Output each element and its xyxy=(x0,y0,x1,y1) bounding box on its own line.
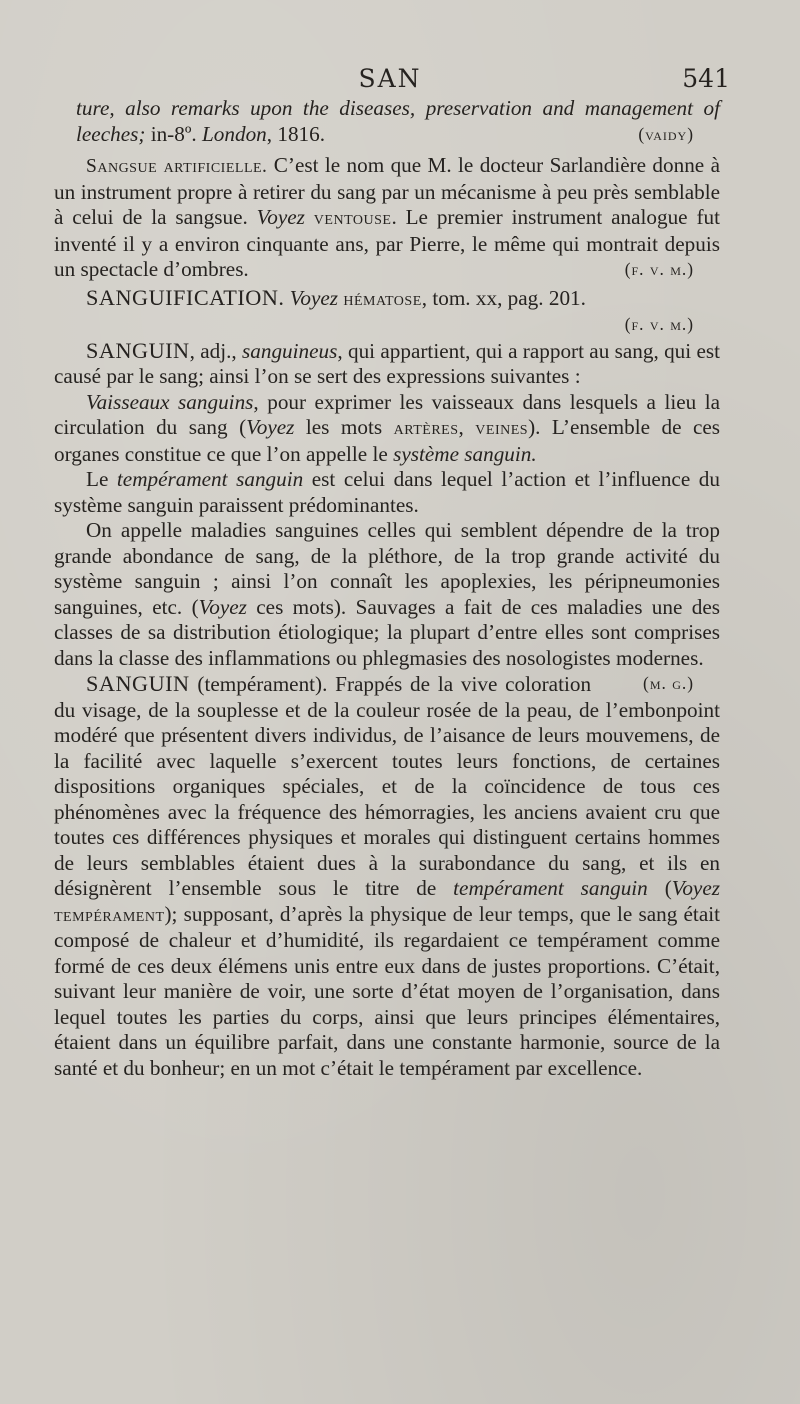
entry-text: . Le premier instrument analogue fut inventé il y a environ cinquante ans, par Pierre, le même qui montrait depuis un spectacle d’ombres. xyxy=(54,205,720,281)
entry-sanguin-temperament xyxy=(54,671,720,1081)
defined-term: système sanguin. xyxy=(393,441,537,466)
cross-reference: hématose xyxy=(343,288,422,310)
entry-sanguification xyxy=(54,285,720,313)
page-number: 541 xyxy=(682,64,730,93)
voyez-label: Voyez xyxy=(671,876,720,900)
entry-text: ). L’ensemble de ces organes constitue ce que l’on appelle le xyxy=(54,415,721,466)
voyez-label: Voyez xyxy=(289,285,339,310)
defined-term: tempérament sanguin xyxy=(453,876,648,900)
latin-term: sanguineus xyxy=(242,338,338,363)
voyez-label: Voyez xyxy=(246,415,295,439)
entry-text: , qui appartient, qui a rapport au sang, qui est causé par le sang; ainsi l’on se sert des expressions suivantes : xyxy=(54,338,720,388)
entry-text: , tom. xx, pag. 201. xyxy=(421,285,586,310)
cross-reference: tempérament xyxy=(54,904,165,926)
citation-place: London xyxy=(202,121,267,146)
entry-text: Le xyxy=(86,467,117,491)
citation-year: , 1816. xyxy=(266,121,326,146)
author-initials: (m. g.) xyxy=(643,674,694,693)
paragraph-maladies xyxy=(54,518,720,693)
cross-reference: artères xyxy=(393,418,459,439)
citation-title-end: ture, also remarks upon the diseases, preservation and management of leeches; xyxy=(76,96,720,146)
cross-reference: ventouse xyxy=(313,208,392,229)
paragraph-vaisseaux xyxy=(54,390,720,468)
author-initials: (vaidy) xyxy=(638,124,694,144)
entry-headword: Sangsue artificielle. xyxy=(86,156,268,177)
page-content xyxy=(54,96,720,1081)
entry-text: C’est le nom que M. le docteur Sarlandière donne à un instrument propre à retirer du sang par un mécanisme à peu près semblable à celui de la sangsue. xyxy=(54,153,720,229)
entry-text: les mots xyxy=(294,415,394,439)
voyez-label: Voyez xyxy=(198,594,247,619)
entry-text: (tempérament). Frappés de la vive coloration du visage, de la souplesse et de la couleur rosée de la peau, de l’embonpoint modéré que présentent divers individus, de l’aisance de leurs mouvemens, de la facilité avec laquelle s’exercent toutes leurs fonctions, de certaines dispositions organiques spéciales, et de la coïncidence de tous ces phénomènes avec la fréquence des hémorragies, les anciens avaient cru que toutes ces différences physiques et morales qui distinguent certains hommes de leurs semblables étaient dues à la surabondance du sang, et ils en désignèrent l’ensemble sous le titre de xyxy=(54,672,720,900)
entry-headword: SANGUIN xyxy=(86,337,190,363)
carry-over-citation xyxy=(54,96,720,147)
entry-headword: SANGUIFICATION. xyxy=(86,284,285,310)
author-initials: (f. v. m.) xyxy=(624,260,694,279)
entry-text: ces mots). Sauvages a fait de ces maladies une des classes de sa distribution étiologique; la plupart d’entre elles sont comprises dans la classe des inflammations ou phlegmasies des nosologistes modernes. xyxy=(54,594,720,670)
defined-term: tempérament sanguin xyxy=(116,467,304,491)
entry-sangsue-artificielle xyxy=(54,153,720,283)
author-initials: (f. v. m.) xyxy=(624,315,694,334)
voyez-label: Voyez xyxy=(256,205,305,229)
entry-sanguin xyxy=(54,338,720,390)
running-title: SAN xyxy=(358,64,422,93)
entry-text: est celui dans lequel l’action et l’influence du système sanguin paraissent prédominantes. xyxy=(54,467,720,517)
entry-text: ); supposant, d’après la physique de leur temps, que le sang était composé de chaleur et d’humidité, ils regardaient ce tempérament comme formé de ces deux élémens unis entre eux dans de justes proportions. C’était, suivant leur manière de voir, une sorte d’état moyen de l’organisation, dans lequel toutes les parties du corps, ainsi que leurs principes élémentaires, étaient dans un équilibre parfait, dans une constante harmonie, source de la santé et du bonheur; en un mot c’était le tempérament par excellence. xyxy=(54,901,720,1080)
entry-text: On appelle maladies sanguines celles qui semblent dépendre de la trop grande abondance de sang, de la pléthore, de la trop grande activité du système sanguin ; ainsi l’on connaît les apoplexies, les péripneumonies sanguines, etc. ( xyxy=(54,518,720,619)
page-header xyxy=(54,64,730,94)
entry-text: ( xyxy=(647,876,672,900)
cross-reference: veines xyxy=(475,418,529,439)
entry-text: , adj., xyxy=(189,338,243,363)
defined-term: Vaisseaux sanguins xyxy=(86,389,254,414)
paragraph-temperament xyxy=(54,467,720,518)
entry-headword: SANGUIN xyxy=(86,671,190,696)
citation-format: in-8º. xyxy=(145,121,202,146)
entry-text: , xyxy=(458,415,476,439)
entry-text: , pour exprimer les vaisseaux dans lesquels a lieu la circulation du sang ( xyxy=(54,389,721,439)
